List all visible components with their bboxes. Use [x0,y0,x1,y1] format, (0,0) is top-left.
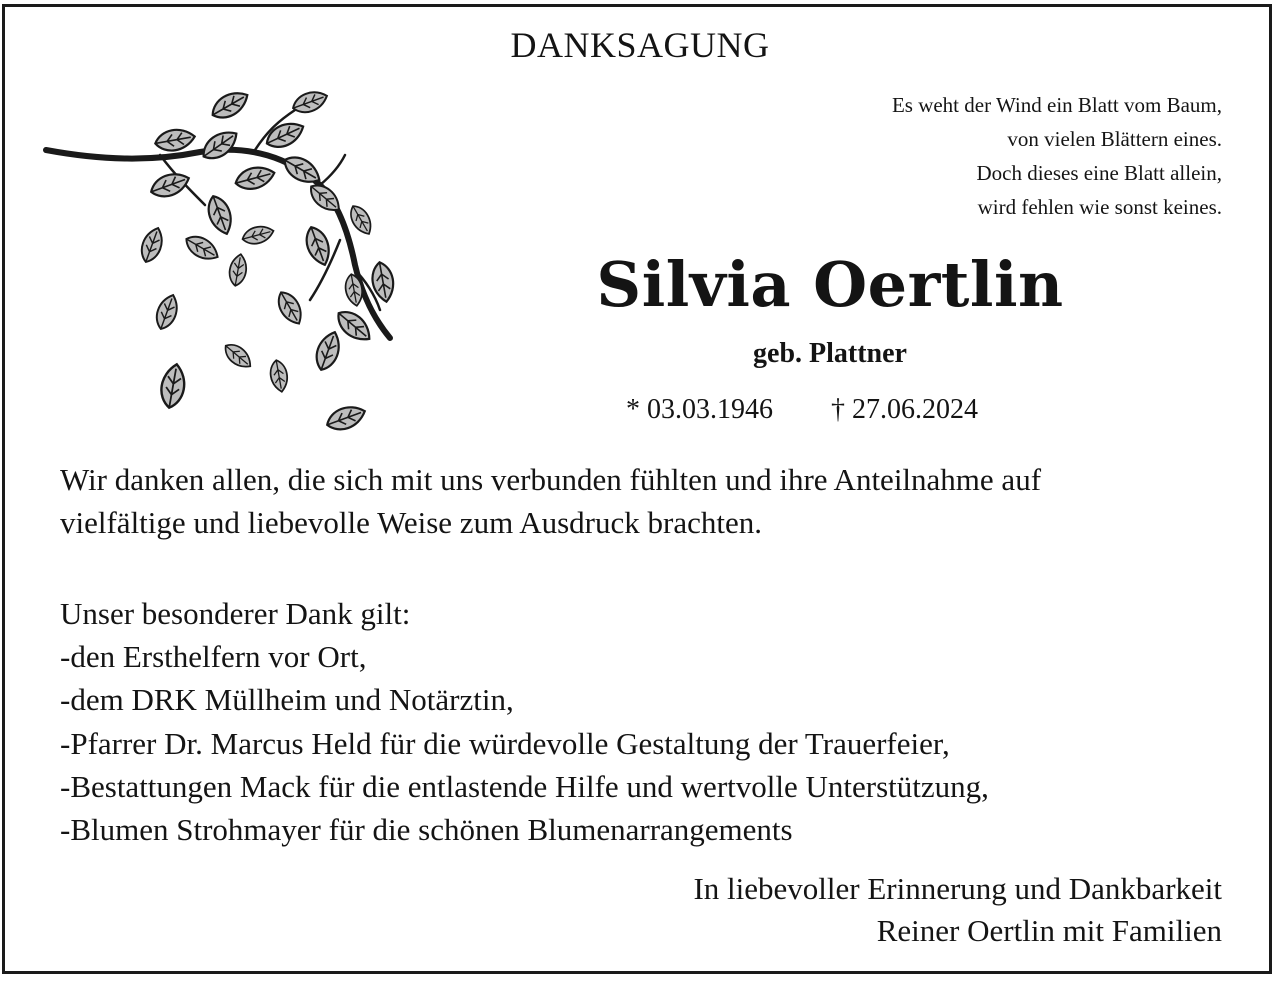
life-dates [626,394,978,426]
leaf-icon [152,292,181,332]
leaf-icon [204,193,237,238]
poem [892,88,1222,224]
leaf-icon [158,362,188,409]
deceased-name: Silvia Oertlin [596,248,1064,321]
maiden-name: geb. Plattner [753,338,907,369]
thanks-item: -Blumen Strohmayer für die schönen Blumenarrangements [60,812,793,848]
leaf-icon [290,87,330,116]
thanks-item: -den Ersthelfern vor Ort, [60,639,367,675]
leaf-icon [208,86,253,124]
message-line: vielfältige und liebevolle Weise zum Ausdruck brachten. [60,505,762,540]
poem-line: Es weht der Wind ein Blatt vom Baum, [891,93,1222,117]
leaf-icon [148,169,193,202]
thank-you-message [60,458,1041,544]
notice-heading: DANKSAGUNG [510,25,770,65]
leaf-icon [263,117,308,152]
thanks-item: -Pfarrer Dr. Marcus Held für die würdevolle Gestaltung der Trauerfeier, [60,725,950,761]
leaf-icon [240,223,275,247]
signature-line: Reiner Oertlin mit Familien [876,913,1222,948]
thanks-item: -dem DRK Müllheim und Notärztin, [60,682,514,718]
leaf-icon [227,253,249,287]
closing-line: In liebevoller Erinnerung und Dankbarkeit [693,871,1222,906]
leaf-icon [182,231,222,265]
death-date: † 27.06.2024 [831,394,978,425]
leaf-icon [273,288,307,328]
special-thanks-heading: Unser besonderer Dank gilt: [60,596,411,631]
leaf-icon [346,202,376,238]
thanks-item: -Bestattungen Mack für die entlastende Hilfe und wertvolle Unterstützung, [60,768,989,804]
closing-signature [693,868,1222,952]
leaf-icon [221,340,256,373]
leaf-icon [154,127,197,154]
leaf-icon [268,359,290,393]
leaf-icon [324,402,369,435]
poem-line: wird fehlen wie sonst keines. [977,195,1222,219]
poem-line: Doch dieses eine Blatt allein, [976,161,1222,185]
birth-date: * 03.03.1946 [626,394,773,425]
message-line: Wir danken allen, die sich mit uns verbunden fühlten und ihre Anteilnahme auf [60,462,1042,497]
leaf-icon [198,125,242,165]
leaf-icon [137,225,166,265]
branch-twig [320,155,345,185]
leaf-icon [233,163,277,193]
poem-line: von vielen Blättern eines. [1007,127,1222,151]
special-thanks-list [60,592,989,851]
leaf-icon [312,329,345,374]
branch-with-leaves-icon [40,80,410,440]
